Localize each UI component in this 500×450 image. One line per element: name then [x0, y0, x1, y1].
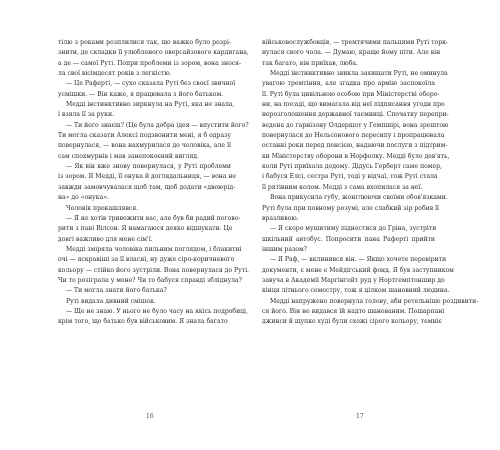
text-line: її. Руті була цивільною особою при Міністерстві оборо- — [262, 90, 440, 98]
text-line: довгі важливо для мене сім'ї. — [58, 235, 153, 243]
text-line: завжди замовчувалася щоб там, щоб додати «двоюрід- — [58, 183, 236, 191]
left-page-number: 16 — [146, 413, 154, 420]
left-page-body — [58, 38, 249, 328]
text-line: — Ще не знаю. У нього не було часу на якісь подробиці, — [66, 307, 248, 315]
text-line: Медді інстинктивно звикла захищати Руті, не оминула — [270, 70, 448, 78]
text-line: іншим разом? — [262, 245, 307, 253]
text-line: Чоловік прокашлявся. — [66, 204, 139, 212]
text-line: коли Руті приїхала додому. Дідусь Герберт саме помер, — [262, 163, 442, 171]
text-line: і взяла її за руки. — [58, 111, 114, 119]
text-line: знити, де складки її улюбленого оверсайзового кардигана, — [58, 49, 249, 57]
text-line: — Ти його знаєш? (Це була добра ідея — впустити його? — [66, 121, 249, 129]
text-line: — Як він вже знову повернулася, у Руті проблеми — [66, 163, 231, 171]
text-line: — Ти могла знати його батька? — [66, 287, 167, 295]
text-line: Руті була при повному розумі, але слабкий зір робив її — [262, 204, 439, 212]
text-line: останні роки перед пенсією, надаючи послуги з підтрим- — [262, 142, 448, 150]
text-line: Медді зміряла чоловіка пильним поглядом, і блакитні — [66, 245, 242, 253]
text-line: військовослужбовців, — тремтячими пальцями Руті торк- — [262, 39, 448, 46]
text-line: крім того, що батько був військовим. Я знала багато — [58, 318, 228, 326]
text-line: Медді інстинктивно зиркнула на Руті, яка не знала, — [66, 101, 235, 109]
text-line: — Я Раф, — вклинився він. — Якщо хочете перевірити — [270, 256, 447, 264]
text-line: ведена до гарнізону Олдершот у Гемпшірі, вона зрештою — [262, 121, 449, 129]
right-page-body — [262, 38, 479, 328]
text-line: і бабуся Елсі, сестра Руті, тоді у відчаї, тож Руті стала — [262, 173, 438, 181]
right-page — [250, 0, 500, 450]
text-line: нулася свого чола. — Думаю, краще йому піти. Але він — [262, 49, 441, 57]
text-line: джинси й щупке худі були схожі сірого кольору, темніє — [262, 318, 442, 326]
text-line: Вона прикусила губу, жонглюючи своїми обов'язками. — [270, 194, 448, 202]
text-line: очі — яскравіші за її власні, ну дуже сіро-коричневого — [58, 256, 235, 264]
text-line: із зором. Я Медді, її онука й доглядальниця, — вона не — [58, 173, 237, 181]
text-line: ни, на посаді, що вимагала від неї підписання угоди про — [262, 101, 445, 109]
text-line: Медді напружено повернула голову, аби ретельніше роздивити- — [270, 297, 479, 305]
text-line: — Я не хотів тривожити вас, але був би радий погово- — [66, 214, 241, 222]
text-line: тілю з роками розплилися так, що важко було розрі- — [58, 39, 231, 46]
text-line: нерозголошення державної таємниці. Спочатку перепри- — [262, 111, 449, 119]
text-line: повернулася до Нельсонового пересипу і пропрацювала — [262, 132, 445, 140]
text-line: усмішки. — Він каже, я працювала з його батьком. — [58, 90, 224, 98]
text-line: вразливою. — [262, 214, 299, 222]
text-line: кінця літнього семестру, тож я цілком шановний людина. — [262, 287, 450, 295]
text-line: Чи то розіграла у мене? Чи то бабуся справді збліднула? — [58, 276, 242, 284]
text-line: так багато, він приїхав, люба. — [262, 59, 358, 67]
text-line: ки Міністерству оборони в Норфолку. Медді було дев'ять, — [262, 152, 450, 160]
text-line: — Я скоро мушитиму піднестися до Гріна, зустріти — [270, 225, 437, 233]
text-line: а де — самої Руті. Попри проблеми із зором, вона знося- — [58, 59, 242, 67]
text-line: повернулася, — вона нахмурилася до чоловіка, але її — [58, 142, 231, 150]
text-line: рити з пані Вілсон. Я намагаюся деяко відшукати. Це — [58, 225, 233, 233]
text-line: ла свої вісімдесят років з легкістю. — [58, 70, 172, 78]
text-line: на» до «онука». — [58, 194, 109, 202]
text-line: Руті видала дивний смішок. — [66, 297, 156, 305]
text-line: завуча в Академії Маргінгейт руд у Нортгемптоншир до — [262, 276, 445, 284]
text-line: ся його. Він не видався їй надто шанованим. Пошарпані — [262, 307, 445, 315]
right-page-number: 17 — [356, 413, 364, 420]
text-line: документи, є мене є Мейдігський фонд. Я був заступником — [262, 266, 454, 274]
text-line: кольору — стійко його зустріли. Вона повернулася до Руті. — [58, 266, 249, 274]
text-line: шкільний автобус. Попросити пана Раферті прийти — [262, 235, 435, 243]
text-line: увагою тремтіння, але згадка про армію заспокоїла — [262, 80, 435, 88]
text-line: сам спохмурнів і мав занепокоєний вигляд. — [58, 152, 199, 160]
text-line: її рятівним колом. Медді з сама вхопилася за неї. — [262, 183, 423, 191]
text-line: — Це Раферті, — сухо сказала Руті без своєї звичної — [66, 80, 236, 88]
text-line: Ти могла сказати Алексі подзвонити мені, я б одразу — [58, 132, 231, 140]
